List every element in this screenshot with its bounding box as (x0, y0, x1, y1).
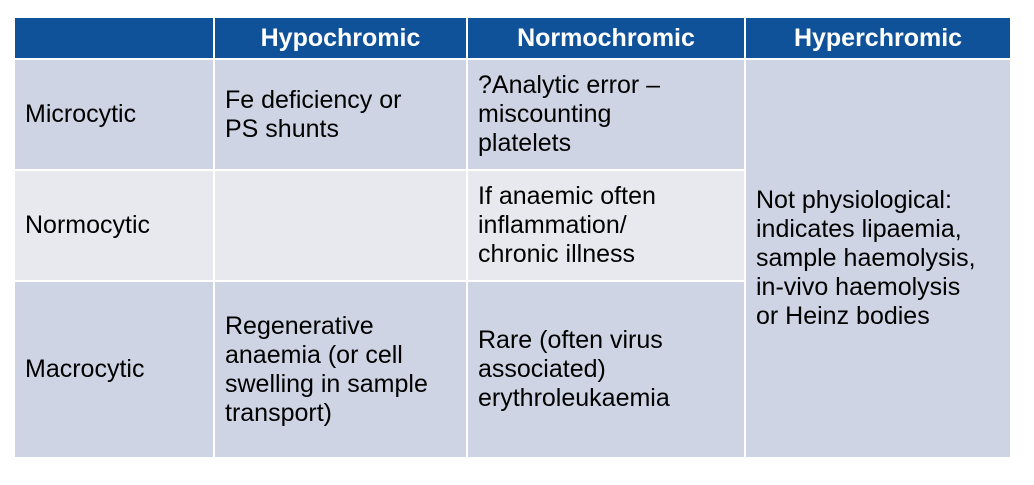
cell-microcytic-hypochromic: Fe deficiency or PS shunts (214, 59, 467, 170)
header-corner-cell (14, 17, 214, 59)
header-hypochromic: Hypochromic (214, 17, 467, 59)
row-label-microcytic: Microcytic (14, 59, 214, 170)
row-label-normocytic: Normocytic (14, 170, 214, 281)
table-row-microcytic (14, 59, 1011, 170)
header-row (14, 17, 1011, 59)
cell-normocytic-normochromic: If anaemic often inflammation/ chronic illness (467, 170, 745, 281)
cell-hyperchromic-all: Not physiological: indicates lipaemia, sample haemolysis, in-vivo haemolysis or Heinz bodies (745, 59, 1011, 458)
cell-microcytic-normochromic: ?Analytic error – miscounting platelets (467, 59, 745, 170)
classification-table (13, 16, 1012, 459)
cell-macrocytic-hypochromic: Regenerative anaemia (or cell swelling in sample transport) (214, 281, 467, 458)
header-normochromic: Normochromic (467, 17, 745, 59)
cell-macrocytic-normochromic: Rare (often virus associated) erythroleukaemia (467, 281, 745, 458)
row-label-macrocytic: Macrocytic (14, 281, 214, 458)
header-hyperchromic: Hyperchromic (745, 17, 1011, 59)
cell-normocytic-hypochromic (214, 170, 467, 281)
